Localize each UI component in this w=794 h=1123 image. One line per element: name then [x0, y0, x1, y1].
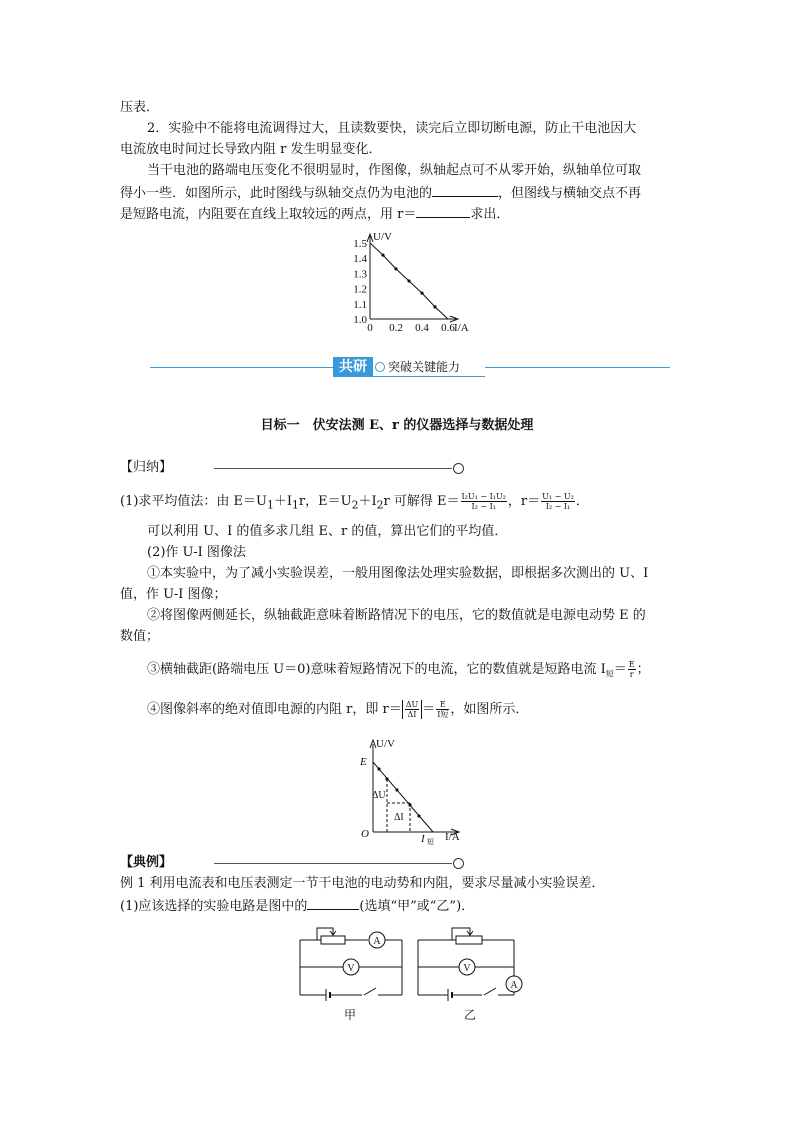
guina-m5: 值，作 U-I 图像； — [120, 587, 227, 602]
y-tick-label: 1.3 — [353, 268, 367, 281]
y-tick-label: 1.2 — [353, 283, 367, 296]
graph2-du-label: ΔU — [372, 790, 386, 801]
guina-tag-row — [120, 459, 172, 477]
data-point — [420, 292, 423, 295]
fraction-internal-den: I短 — [437, 710, 449, 719]
fraction-short-num: E — [628, 660, 635, 669]
switch-icon[interactable] — [364, 988, 376, 995]
data-point — [433, 305, 436, 308]
dianli-tag: 【典例】 — [120, 855, 173, 870]
banner-underline — [333, 376, 485, 377]
answer-blank-1[interactable] — [432, 183, 498, 197]
graph2-ishort-sub: 短 — [427, 838, 434, 846]
graph2-di-label: ΔI — [394, 812, 404, 823]
dianli-circle-icon — [453, 858, 464, 869]
answer-blank-2[interactable] — [416, 204, 470, 218]
x-tick-label: 0.2 — [389, 322, 403, 334]
m1-text-c: r，E＝U — [298, 494, 352, 509]
banner-circle-icon — [375, 362, 385, 372]
data-point — [381, 254, 384, 257]
answer-blank-3[interactable] — [307, 896, 359, 910]
question-1 — [120, 896, 474, 916]
m9-text-a: ④图像斜率的绝对值即电源的内阻 r，即 r＝ — [147, 702, 402, 717]
graph2-point — [377, 767, 380, 770]
intro-line-6-b: 求出． — [470, 207, 510, 222]
circuit-caption-yi: 乙 — [463, 1008, 477, 1020]
section-heading: 目标一 伏安法测 E、r 的仪器选择与数据处理 — [260, 418, 534, 433]
guina-m2: 可以利用 U、I 的值多求几组 E、r 的值，算出它们的平均值． — [147, 524, 508, 539]
fraction-r-den: I₂ − I₁ — [545, 502, 571, 511]
guina-m9 — [147, 700, 528, 719]
guina-m6: ②将图像两侧延长，纵轴截距意味着断路情况下的电压，它的数值就是电源电动势 E 的 — [147, 608, 646, 623]
m9-text-c: ，如图所示． — [450, 702, 529, 717]
intro-line-4: 当干电池的路端电压变化不很明显时，作图像，纵轴起点可不从零开始，纵轴单位可取 — [147, 163, 642, 178]
x-tick-label: 0.4 — [415, 322, 429, 334]
x-axis-label: I/A — [454, 322, 469, 334]
data-point — [407, 279, 410, 282]
rheostat-slider — [452, 928, 470, 940]
m8-text-a: ③横轴截距(路端电压 U＝0)意味着短路情况下的电流，它的数值就是短路电流 I — [147, 662, 606, 677]
rheostat-slider — [317, 928, 333, 940]
y-axis-label: U/V — [373, 231, 392, 243]
ammeter-label: A — [510, 980, 518, 991]
y-tick-label: 1.4 — [353, 253, 367, 266]
fraction-slope-den: ΔI — [407, 710, 417, 719]
rheostat — [456, 936, 482, 944]
intro-line-5-a: 得小一些．如图所示，此时图线与纵轴交点仍为电池的 — [120, 186, 433, 201]
fraction-slope-num: ΔU — [405, 700, 419, 709]
question-1-b: (选填“甲”或“乙”)． — [359, 899, 475, 914]
voltmeter-label: V — [463, 963, 471, 974]
guina-circle-icon — [453, 463, 464, 474]
m1-sub-3: 2 — [351, 498, 359, 512]
graph2-origin: O — [361, 828, 369, 840]
graph2-point — [395, 788, 398, 791]
fraction-short — [628, 660, 636, 679]
guina-tag: 【归纳】 — [120, 460, 173, 475]
intro-line-5-b: ，但图线与横轴交点不再 — [498, 186, 642, 201]
graph2-point — [408, 803, 411, 806]
switch-icon[interactable] — [484, 988, 496, 995]
voltmeter-label: V — [347, 963, 355, 974]
y-tick-label: 1.5 — [353, 238, 367, 250]
x-tick-label: 0.6 — [441, 322, 455, 334]
m1-text-g: ． — [575, 494, 589, 509]
fraction-internal-num: E — [436, 700, 449, 710]
fraction-r-num: U₁ − U₂ — [542, 492, 574, 501]
circuit-jia — [290, 920, 410, 1020]
m1-sub-2: 1 — [292, 498, 299, 512]
intro-line-6 — [120, 204, 509, 224]
origin-label: 0 — [367, 322, 373, 334]
abs-value — [402, 700, 423, 719]
ui-schematic-graph — [355, 734, 475, 846]
fraction-e-den: I₂ − I₁ — [471, 502, 496, 511]
m1-text-a: (1)求平均值法：由 E＝U — [120, 494, 267, 509]
banner-subtitle: 突破关键能力 — [388, 360, 461, 374]
dianli-rule — [214, 863, 452, 864]
circuit-caption-jia: 甲 — [343, 1008, 357, 1020]
question-1-a: (1)应该选择的实验电路是图中的 — [120, 899, 308, 914]
data-point — [394, 267, 397, 270]
m9-text-b: ＝ — [422, 702, 436, 717]
ammeter-label: A — [373, 936, 381, 947]
intro-line-6-a: 是短路电流，内阻要在直线上取较远的两点，用 r＝ — [120, 207, 417, 222]
y-tick-label: 1.1 — [353, 298, 367, 311]
circuit-yi — [410, 920, 530, 1020]
graph2-point — [417, 814, 420, 817]
m1-sub-4: 2 — [376, 498, 384, 512]
fraction-r — [541, 492, 575, 511]
intro-line-3: 电流放电时间过长导致内阻 r 发生明显变化． — [120, 142, 382, 157]
banner — [333, 357, 485, 377]
intro-line-5 — [120, 183, 641, 203]
fraction-e — [461, 492, 507, 511]
fraction-short-den: r — [629, 670, 634, 679]
y-tick-label: 1.0 — [353, 314, 367, 326]
intro-line-2: 2．实验中不能将电流调得过大，且读数要快，读完后立即切断电源，防止干电池因大 — [147, 121, 637, 136]
m1-sub-1: 1 — [267, 498, 274, 512]
fraction-slope — [405, 700, 420, 719]
m8-text-b: ＝ — [613, 662, 627, 677]
graph2-ylabel: U/V — [376, 738, 395, 750]
m8-sub: 短 — [605, 669, 614, 679]
m8-text-c: ； — [636, 662, 650, 677]
guina-m3: (2)作 U-I 图像法 — [147, 545, 246, 560]
m1-text-f: ，r＝ — [507, 494, 541, 509]
graph2-ishort: I — [421, 833, 425, 845]
fraction-e-num: I₂U₁ − I₁U₂ — [461, 492, 506, 501]
m1-text-d: ＋I — [358, 494, 377, 509]
guina-m4: ①本实验中，为了减小实验误差，一般用图像法处理实验数据，即根据多次测出的 U、I — [147, 566, 649, 581]
ui-graph-1 — [340, 228, 490, 336]
banner-label: 共研 — [333, 357, 373, 377]
m1-text-e: r 可解得 E＝ — [383, 494, 460, 509]
rheostat — [321, 936, 345, 944]
graph2-point — [385, 777, 388, 780]
guina-m7: 数值； — [120, 629, 160, 644]
dianli-tag-row — [120, 854, 172, 872]
graph2-e-label: E — [360, 756, 367, 768]
example-1: 例 1 利用电流表和电压表测定一节干电池的电动势和内阻，要求尽量减小实验误差． — [120, 876, 605, 891]
guina-m8 — [147, 660, 650, 684]
guina-m1 — [120, 492, 589, 515]
m1-text-b: ＋I — [273, 494, 293, 509]
fraction-internal — [436, 700, 449, 719]
intro-line-1: 压表． — [120, 100, 160, 115]
guina-rule — [214, 468, 452, 469]
graph2-xlabel: I/A — [445, 831, 460, 843]
